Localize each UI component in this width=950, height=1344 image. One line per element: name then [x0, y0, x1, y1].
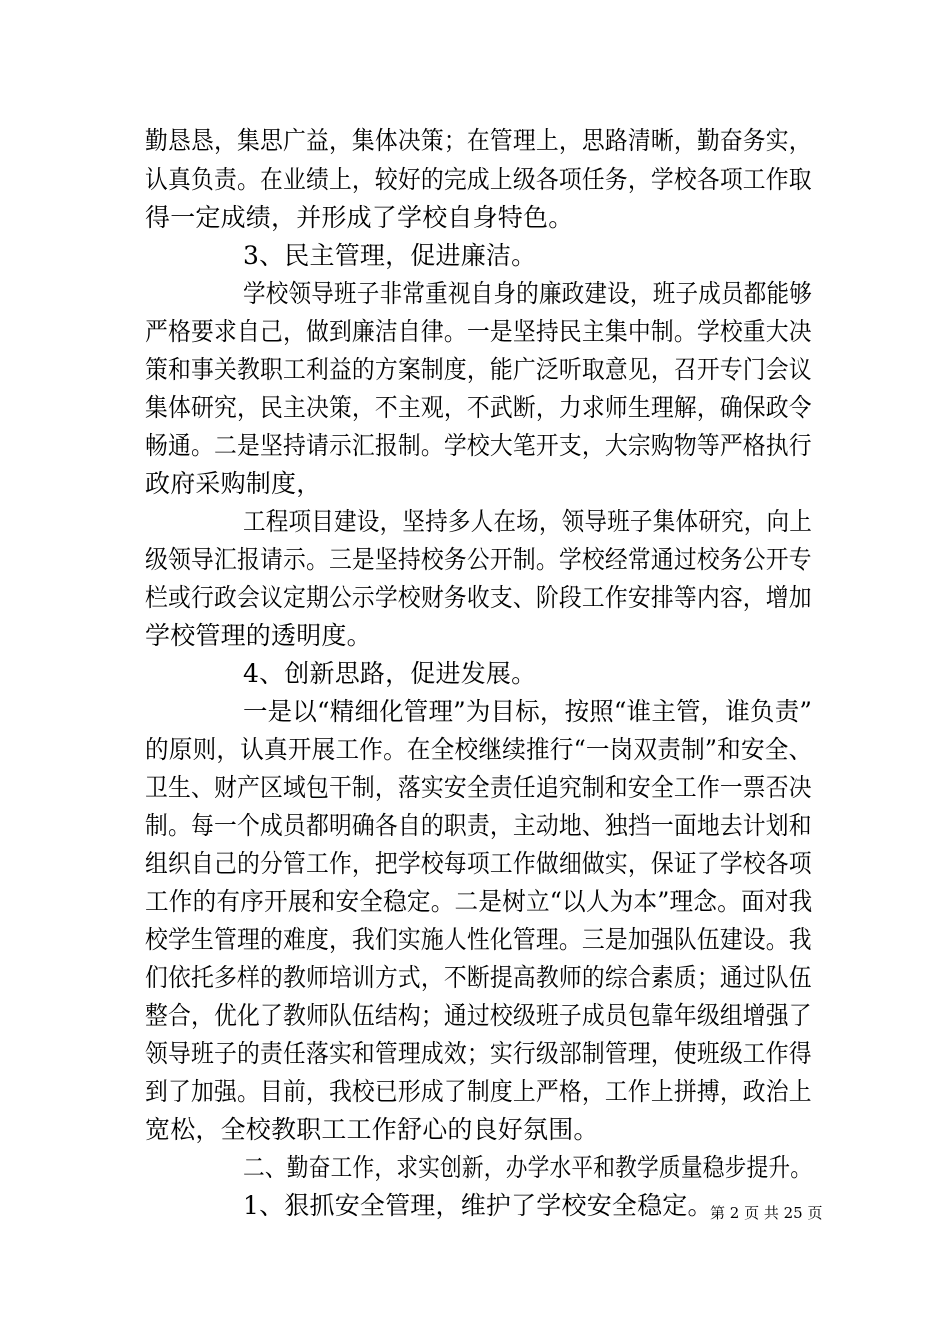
- text-line: 策和事关教职工利益的方案制度，能广泛听取意见，召开专门会议: [145, 355, 812, 384]
- text-line: 政府采购制度，: [145, 469, 322, 498]
- text-line: 工作的有序开展和安全稳定。二是树立“以人为本”理念。面对我: [145, 887, 813, 916]
- text-line: 宽松，全校教职工工作舒心的良好氛围。: [145, 1115, 599, 1144]
- text-line: 得一定成绩，并形成了学校自身特色。: [145, 203, 574, 232]
- text-line: 学校领导班子非常重视自身的廉政建设，班子成员都能够: [243, 279, 813, 308]
- text-line: 级领导汇报请示。三是坚持校务公开制。学校经常通过校务公开专: [145, 545, 812, 574]
- text-line: 工程项目建设，坚持多人在场，领导班子集体研究，向上: [243, 507, 813, 536]
- text-line: 们依托多样的教师培训方式，不断提高教师的综合素质；通过队伍: [145, 963, 812, 992]
- text-line: 栏或行政会议定期公示学校财务收支、阶段工作安排等内容，增加: [145, 583, 812, 612]
- text-line: 组织自己的分管工作，把学校每项工作做细做实，保证了学校各项: [145, 849, 812, 878]
- text-line: 整合，优化了教师队伍结构；通过校级班子成员包靠年级组增强了: [145, 1001, 812, 1030]
- text-line: 的原则，认真开展工作。在全校继续推行“一岗双责制”和安全、: [145, 735, 813, 764]
- section-heading: 3、民主管理，促进廉洁。: [243, 241, 537, 270]
- text-line: 校学生管理的难度，我们实施人性化管理。三是加强队伍建设。我: [145, 925, 812, 954]
- text-line: 勤恳恳，集思广益，集体决策；在管理上，思路清晰，勤奋务实，: [145, 126, 812, 155]
- text-line: 制。每一个成员都明确各自的职责，主动地、独挡一面地去计划和: [145, 811, 812, 840]
- text-line: 严格要求自己，做到廉洁自律。一是坚持民主集中制。学校重大决: [145, 317, 812, 346]
- text-line: 认真负责。在业绩上，较好的完成上级各项任务，学校各项工作取: [145, 165, 812, 194]
- text-line: 一是以“精细化管理”为目标，按照“谁主管，谁负责”: [243, 697, 813, 726]
- section-heading: 二、勤奋工作，求实创新，办学水平和教学质量稳步提升。: [243, 1153, 813, 1182]
- text-line: 畅通。二是坚持请示汇报制。学校大笔开支，大宗购物等严格执行: [145, 431, 812, 460]
- section-heading: 1、狠抓安全管理，维护了学校安全稳定。: [243, 1191, 713, 1220]
- text-line: 学校管理的透明度。: [145, 621, 372, 650]
- text-line: 到了加强。目前，我校已形成了制度上严格，工作上拼搏，政治上: [145, 1077, 812, 1106]
- text-line: 领导班子的责任落实和管理成效；实行级部制管理，使班级工作得: [145, 1039, 812, 1068]
- text-line: 卫生、财产区域包干制，落实安全责任追究制和安全工作一票否决: [145, 773, 812, 802]
- page-number: 第 2 页 共 25 页: [710, 1204, 823, 1222]
- text-line: 集体研究，民主决策，不主观，不武断，力求师生理解，确保政令: [145, 393, 812, 422]
- section-heading: 4、创新思路，促进发展。: [243, 659, 537, 688]
